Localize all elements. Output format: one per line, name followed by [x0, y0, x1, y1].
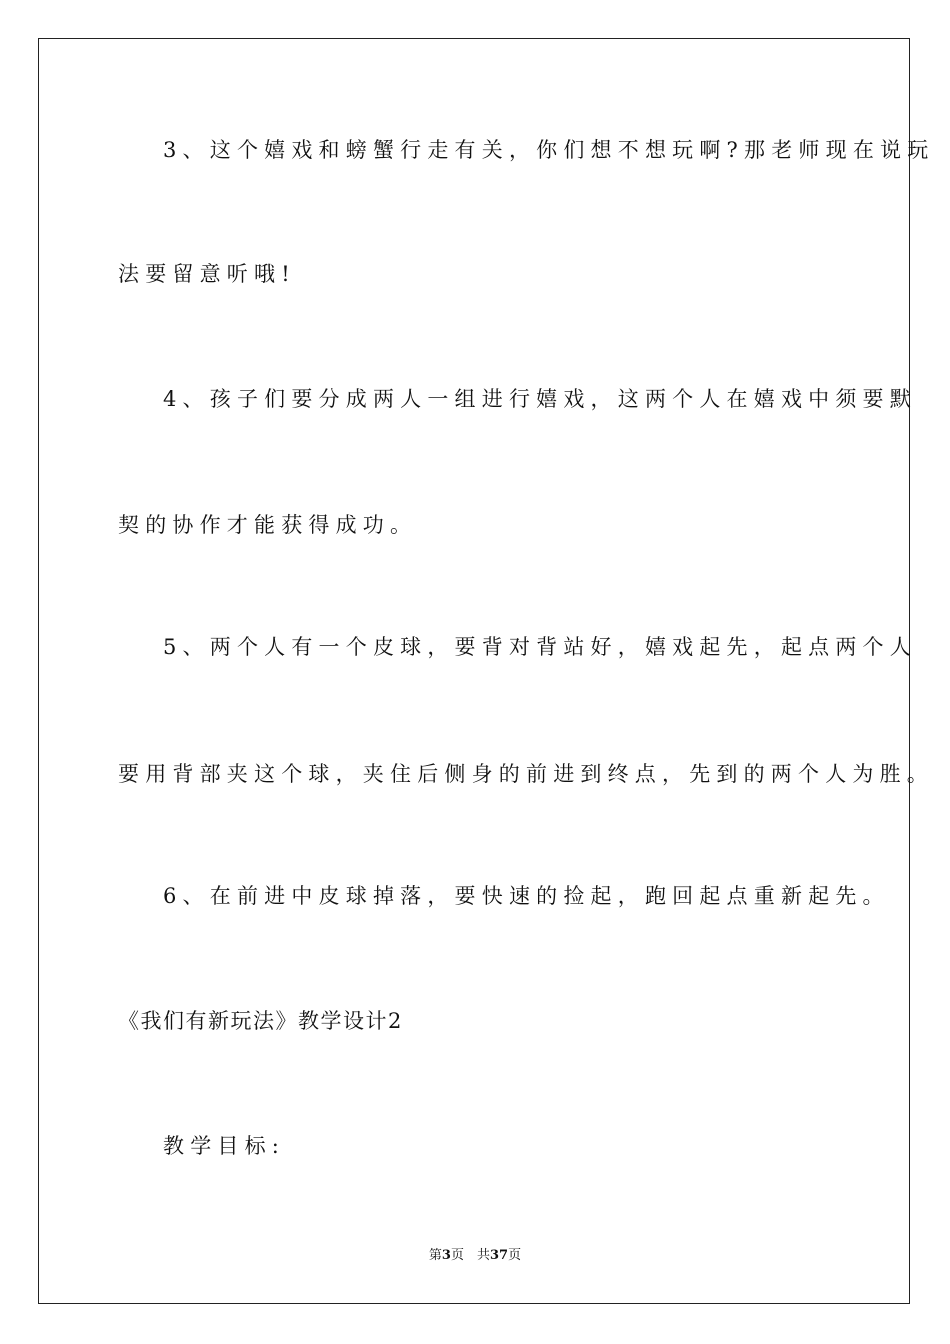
- footer-prefix: 第: [428, 1248, 442, 1263]
- paragraph-4-line-1: 4、孩子们要分成两人一组进行嬉戏，这两个人在嬉戏中须要默: [163, 387, 917, 411]
- footer-total-pages: 37: [489, 1248, 509, 1263]
- page-footer: [0, 1249, 950, 1262]
- footer-page-number: 3: [441, 1248, 451, 1263]
- page-border: [38, 38, 910, 1304]
- footer-middle: 页 共: [450, 1248, 490, 1263]
- paragraph-3-line-2: 法要留意听哦!: [118, 262, 296, 286]
- footer-suffix: 页: [508, 1248, 522, 1263]
- subheading-teaching-goals: 教学目标:: [163, 1134, 286, 1158]
- paragraph-5-line-2: 要用背部夹这个球，夹住后侧身的前进到终点，先到的两个人为胜。: [118, 762, 934, 786]
- paragraph-4-line-2: 契的协作才能获得成功。: [118, 513, 418, 537]
- paragraph-5-line-1: 5、两个人有一个皮球，要背对背站好，嬉戏起先，起点两个人: [163, 635, 917, 659]
- paragraph-6-line-1: 6、在前进中皮球掉落，要快速的捡起，跑回起点重新起先。: [163, 884, 890, 908]
- section-title: 《我们有新玩法》教学设计2: [118, 1009, 403, 1033]
- paragraph-3-line-1: 3、这个嬉戏和螃蟹行走有关，你们想不想玩啊?那老师现在说玩: [163, 138, 935, 162]
